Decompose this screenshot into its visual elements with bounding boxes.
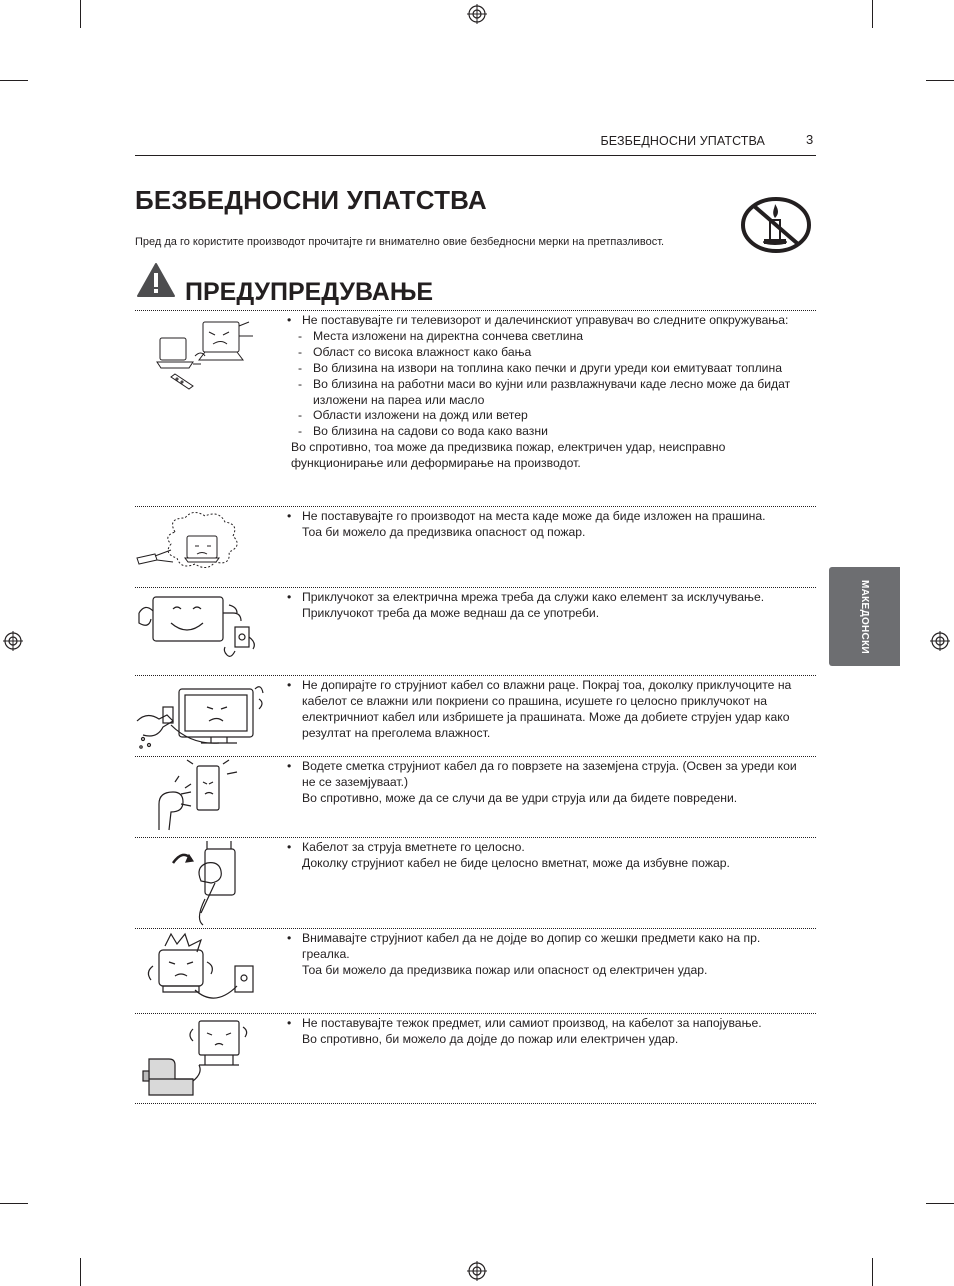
warning-title: ПРЕДУПРЕДУВАЊЕ (185, 278, 434, 306)
intro-text: Пред да го користите производот прочитајте ги внимателно овие безбедносни мерки на претпазливост. (135, 236, 665, 248)
consequence-text: Во спротивно, може да се случи да ве удри струја или да бидете повредени. (302, 790, 738, 805)
page-number: 3 (806, 132, 814, 147)
warning-item-text (285, 313, 805, 472)
bullet-text: • Не допирајте го струјниот кабел со влажни раце. Покрај тоа, доколку приклучоците на кабелот се влажни или покриени со прашина, исушете го целосно приклучокот на електричниот кабел или избришете ја прашината. Може да добиете струјен удар како резултат на преголема влажност. (285, 678, 805, 742)
crop-mark (0, 1203, 28, 1204)
dotted-divider (135, 310, 816, 311)
registration-mark-icon (930, 631, 950, 651)
dotted-divider (135, 756, 816, 757)
dotted-divider (135, 1103, 816, 1104)
power-plug-illustration (135, 595, 265, 665)
insert-plug-illustration (135, 841, 265, 925)
dash-item: - Места изложени на директна сончева светлина (285, 329, 805, 345)
warning-item (135, 587, 816, 675)
warning-item-text (285, 590, 805, 622)
wet-hands-illustration (135, 681, 265, 753)
no-candle-icon (740, 196, 812, 254)
dash-item: - Во близина на извори на топлина како печки и други уреди кои емитуваат топлина (285, 361, 805, 377)
header-rule (135, 155, 816, 156)
dust-illustration (135, 512, 265, 582)
dotted-divider (135, 837, 816, 838)
crop-mark (926, 1203, 954, 1204)
crop-mark (872, 1258, 873, 1286)
tv-remote-environment-illustration (135, 316, 265, 396)
warning-item (135, 928, 816, 1013)
crop-mark (80, 0, 81, 28)
dotted-divider (135, 587, 816, 588)
bullet-text: • Не поставувајте ги телевизорот и далечинскиот управувач во следните опкружувања: (285, 313, 805, 329)
dash-item: - Во близина на работни маси во кујни или развлажнувачи каде лесно може да бидат изложени на пареа или масло (285, 377, 805, 409)
consequence-text: Тоа би можело да предизвика пожар или опасност од електричен удар. (302, 962, 708, 977)
warning-item-text (285, 931, 805, 979)
dotted-divider (135, 675, 816, 676)
registration-mark-icon (3, 631, 23, 651)
bullet-text: • Приклучокот за електрична мрежа треба да служи како елемент за исклучување. Приклучокот треба да може веднаш да се употреби. (285, 590, 805, 622)
crop-mark (80, 1258, 81, 1286)
bullet-text: • Водете сметка струјниот кабел да го поврзете на заземјена струја. (Освен за уреди кои не се заземјуваат.) (285, 759, 805, 791)
warning-item (135, 310, 816, 506)
language-tab (829, 567, 900, 666)
dotted-divider (135, 1013, 816, 1014)
bullet-text: • Не поставувајте го производот на места каде може да биде изложен на прашина. (285, 509, 805, 525)
warning-item (135, 837, 816, 928)
consequence-text: Тоа би можело да предизвика опасност од пожар. (302, 524, 586, 539)
running-header: БЕЗБЕДНОСНИ УПАТСТВА (600, 134, 765, 148)
warning-item-text (285, 840, 805, 872)
dash-item: - Области изложени на дожд или ветер (285, 408, 805, 424)
grounded-outlet-illustration (135, 760, 265, 836)
heater-illustration (135, 932, 265, 1012)
warning-item (135, 756, 816, 837)
bullet-text: • Внимавајте струјниот кабел да не дојде во допир со жешки предмети како на пр. греалка. (285, 931, 805, 963)
registration-mark-icon (467, 1261, 487, 1281)
bullet-text: • Не поставувајте тежок предмет, или самиот производ, на кабелот за напојување. (285, 1016, 805, 1032)
warning-item (135, 675, 816, 756)
page-title: БЕЗБЕДНОСНИ УПАТСТВА (135, 185, 487, 215)
warning-item-text (285, 759, 805, 807)
consequence-text: Во спротивно, тоа може да предизвика пожар, електричен удар, неисправно функционирање или деформирање на производот. (291, 440, 726, 471)
dotted-divider (135, 928, 816, 929)
dash-item: - Област со висока влажност како бања (285, 345, 805, 361)
crop-mark (872, 0, 873, 28)
bullet-text: • Кабелот за струја вметнете го целосно. (285, 840, 805, 856)
registration-mark-icon (467, 4, 487, 24)
dash-item: - Во близина на садови со вода како вазни (285, 424, 805, 440)
dotted-divider (135, 506, 816, 507)
crop-mark (926, 80, 954, 81)
warning-item-text (285, 509, 805, 541)
warning-item-text (285, 1016, 805, 1048)
warning-item (135, 1013, 816, 1104)
crop-mark (0, 80, 28, 81)
warning-item-text (285, 678, 805, 742)
consequence-text: Доколку струјниот кабел не биде целосно вметнат, може да избувне пожар. (302, 855, 730, 870)
warning-triangle-icon (136, 262, 176, 298)
consequence-text: Во спротивно, би можело да дојде до пожар или електричен удар. (302, 1031, 679, 1046)
heavy-object-on-cable-illustration (135, 1019, 265, 1101)
language-tab-label: МАКЕДОНСКИ (859, 579, 870, 654)
warning-item (135, 506, 816, 587)
